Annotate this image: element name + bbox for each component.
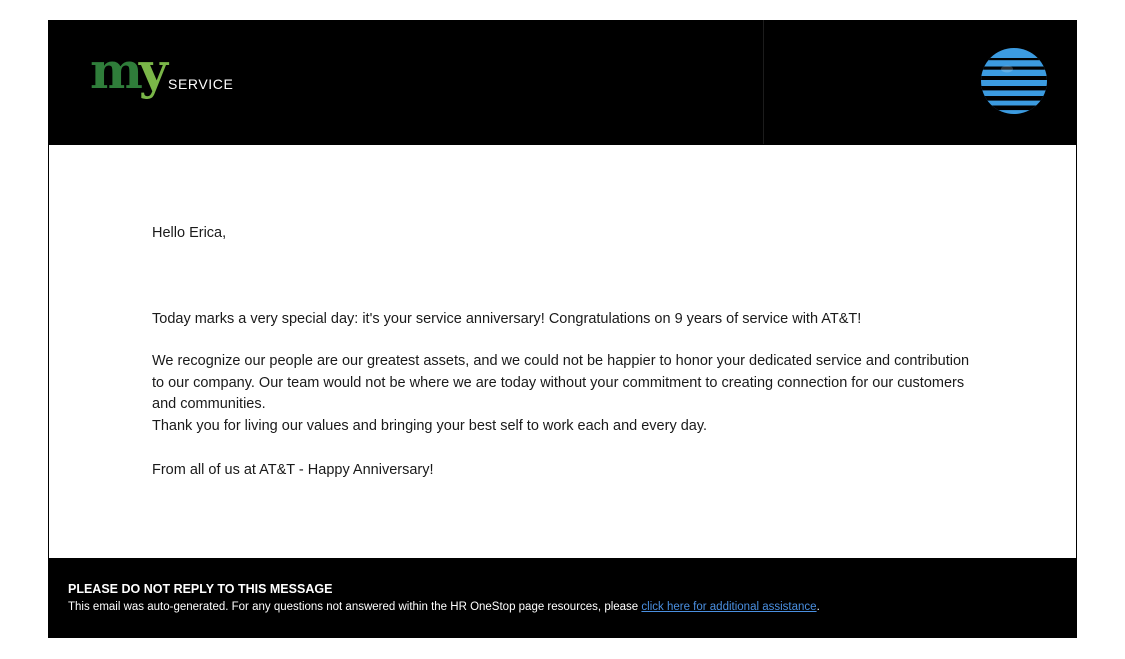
header-divider xyxy=(763,20,764,144)
logo-my-letters: my xyxy=(90,41,164,100)
att-globe-icon xyxy=(980,47,1048,115)
myservice-logo xyxy=(90,41,250,108)
email-body xyxy=(48,144,1077,558)
assistance-link[interactable]: click here for additional assistance xyxy=(641,601,817,613)
email-footer xyxy=(48,558,1077,638)
logo-service-text: SERVICE xyxy=(168,76,234,92)
email-header xyxy=(48,20,1077,144)
recognition-paragraph: We recognize our people are our greatest assets, and we could not be happier to honor your dedicated service and contribution to our company. Our team would not be where we are today without your commitment to creating connection for our customers and communities. xyxy=(152,353,970,412)
footer-title: PLEASE DO NOT REPLY TO THIS MESSAGE xyxy=(68,582,333,596)
footer-text-before-link: This email was auto-generated. For any questions not answered within the HR OneStop page resources, please xyxy=(68,601,642,613)
anniversary-paragraph: Today marks a very special day: it's your service anniversary! Congratulations on 9 years of service with AT&T! xyxy=(152,311,862,327)
email-container xyxy=(48,20,1077,638)
greeting: Hello Erica, xyxy=(152,225,227,241)
closing-line: From all of us at AT&T - Happy Anniversary! xyxy=(152,462,434,478)
thank-you-paragraph: Thank you for living our values and bringing your best self to work each and every day. xyxy=(152,418,708,434)
footer-notice xyxy=(68,601,820,613)
footer-text-after-link: . xyxy=(816,601,820,613)
